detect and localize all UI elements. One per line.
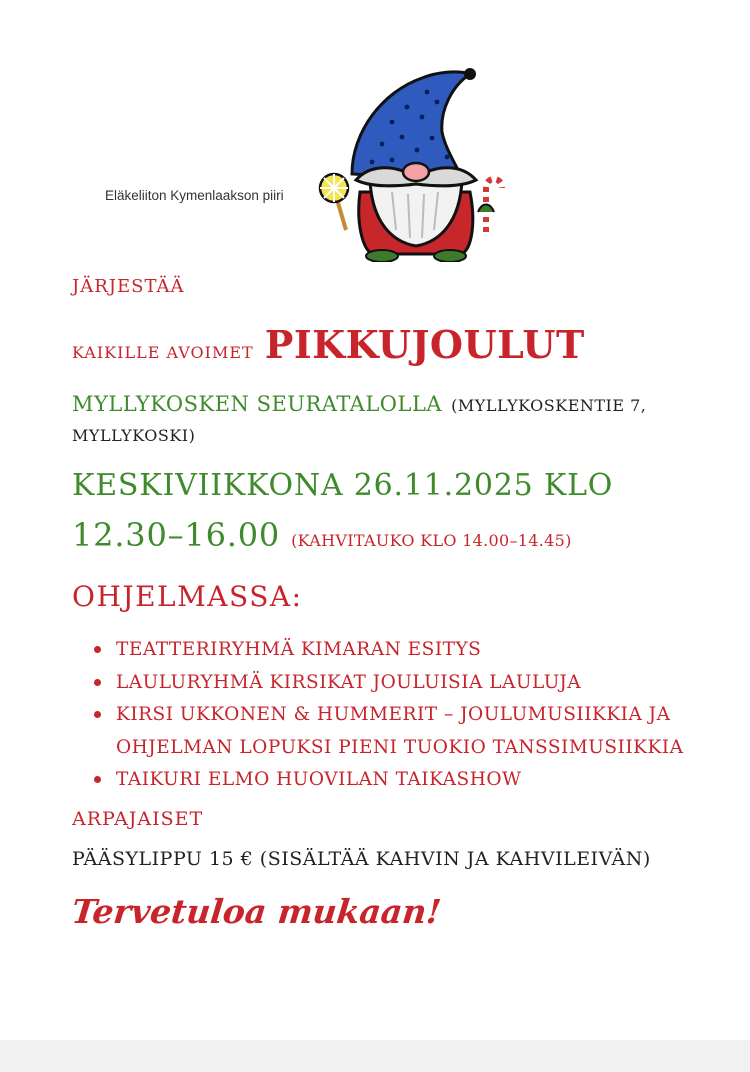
address-line-2: MYLLYKOSKI) (72, 426, 196, 445)
program-item: TEATTERIRYHMÄ KIMARAN ESITYS (94, 634, 683, 667)
bottom-bar (0, 1040, 750, 1072)
ticket-price: PÄÄSYLIPPU 15 € (SISÄLTÄÄ KAHVIN JA KAHVILEIVÄN) (72, 848, 651, 870)
bullet-icon (94, 711, 101, 718)
logo-text: Eläkeliiton Kymenlaakson piiri (105, 188, 284, 203)
bullet-icon (94, 679, 101, 686)
open-to-all-label: KAIKILLE AVOIMET (72, 343, 254, 362)
gnome-illustration (312, 62, 518, 262)
program-item: TAIKURI ELMO HUOVILAN TAIKASHOW (94, 764, 683, 797)
time-row (72, 516, 572, 554)
bullet-icon (94, 646, 101, 653)
venue-name: MYLLYKOSKEN SEURATALOLLA (72, 392, 443, 416)
event-time: 12.30–16.00 (72, 516, 281, 554)
welcome-text: Tervetuloa mukaan! (69, 892, 444, 931)
organizer-line: JÄRJESTÄÄ (72, 276, 185, 297)
venue-row (72, 392, 646, 416)
coffee-break-note: (KAHVITAUKO KLO 14.00–14.45) (291, 531, 572, 550)
lottery-label: ARPAJAISET (72, 808, 204, 830)
address-line-1: (MYLLYKOSKENTIE 7, (451, 396, 647, 415)
program-list (94, 634, 683, 797)
title-row (72, 322, 585, 367)
program-item: KIRSI UKKONEN & HUMMERIT – JOULUMUSIIKKIA JA OHJELMAN LOPUKSI PIENI TUOKIO TANSSIMUSIIKKIA (94, 699, 683, 764)
event-date: KESKIVIIKKONA 26.11.2025 KLO (72, 468, 614, 503)
program-item-continuation: OHJELMAN LOPUKSI PIENI TUOKIO TANSSIMUSIIKKIA (116, 736, 684, 758)
bullet-icon (94, 776, 101, 783)
program-heading: OHJELMASSA: (72, 580, 303, 613)
logo-crescent-icon (76, 176, 106, 226)
event-title: PIKKUJOULUT (264, 322, 585, 367)
organization-logo (76, 172, 306, 232)
program-item: LAULURYHMÄ KIRSIKAT JOULUISIA LAULUJA (94, 667, 683, 700)
